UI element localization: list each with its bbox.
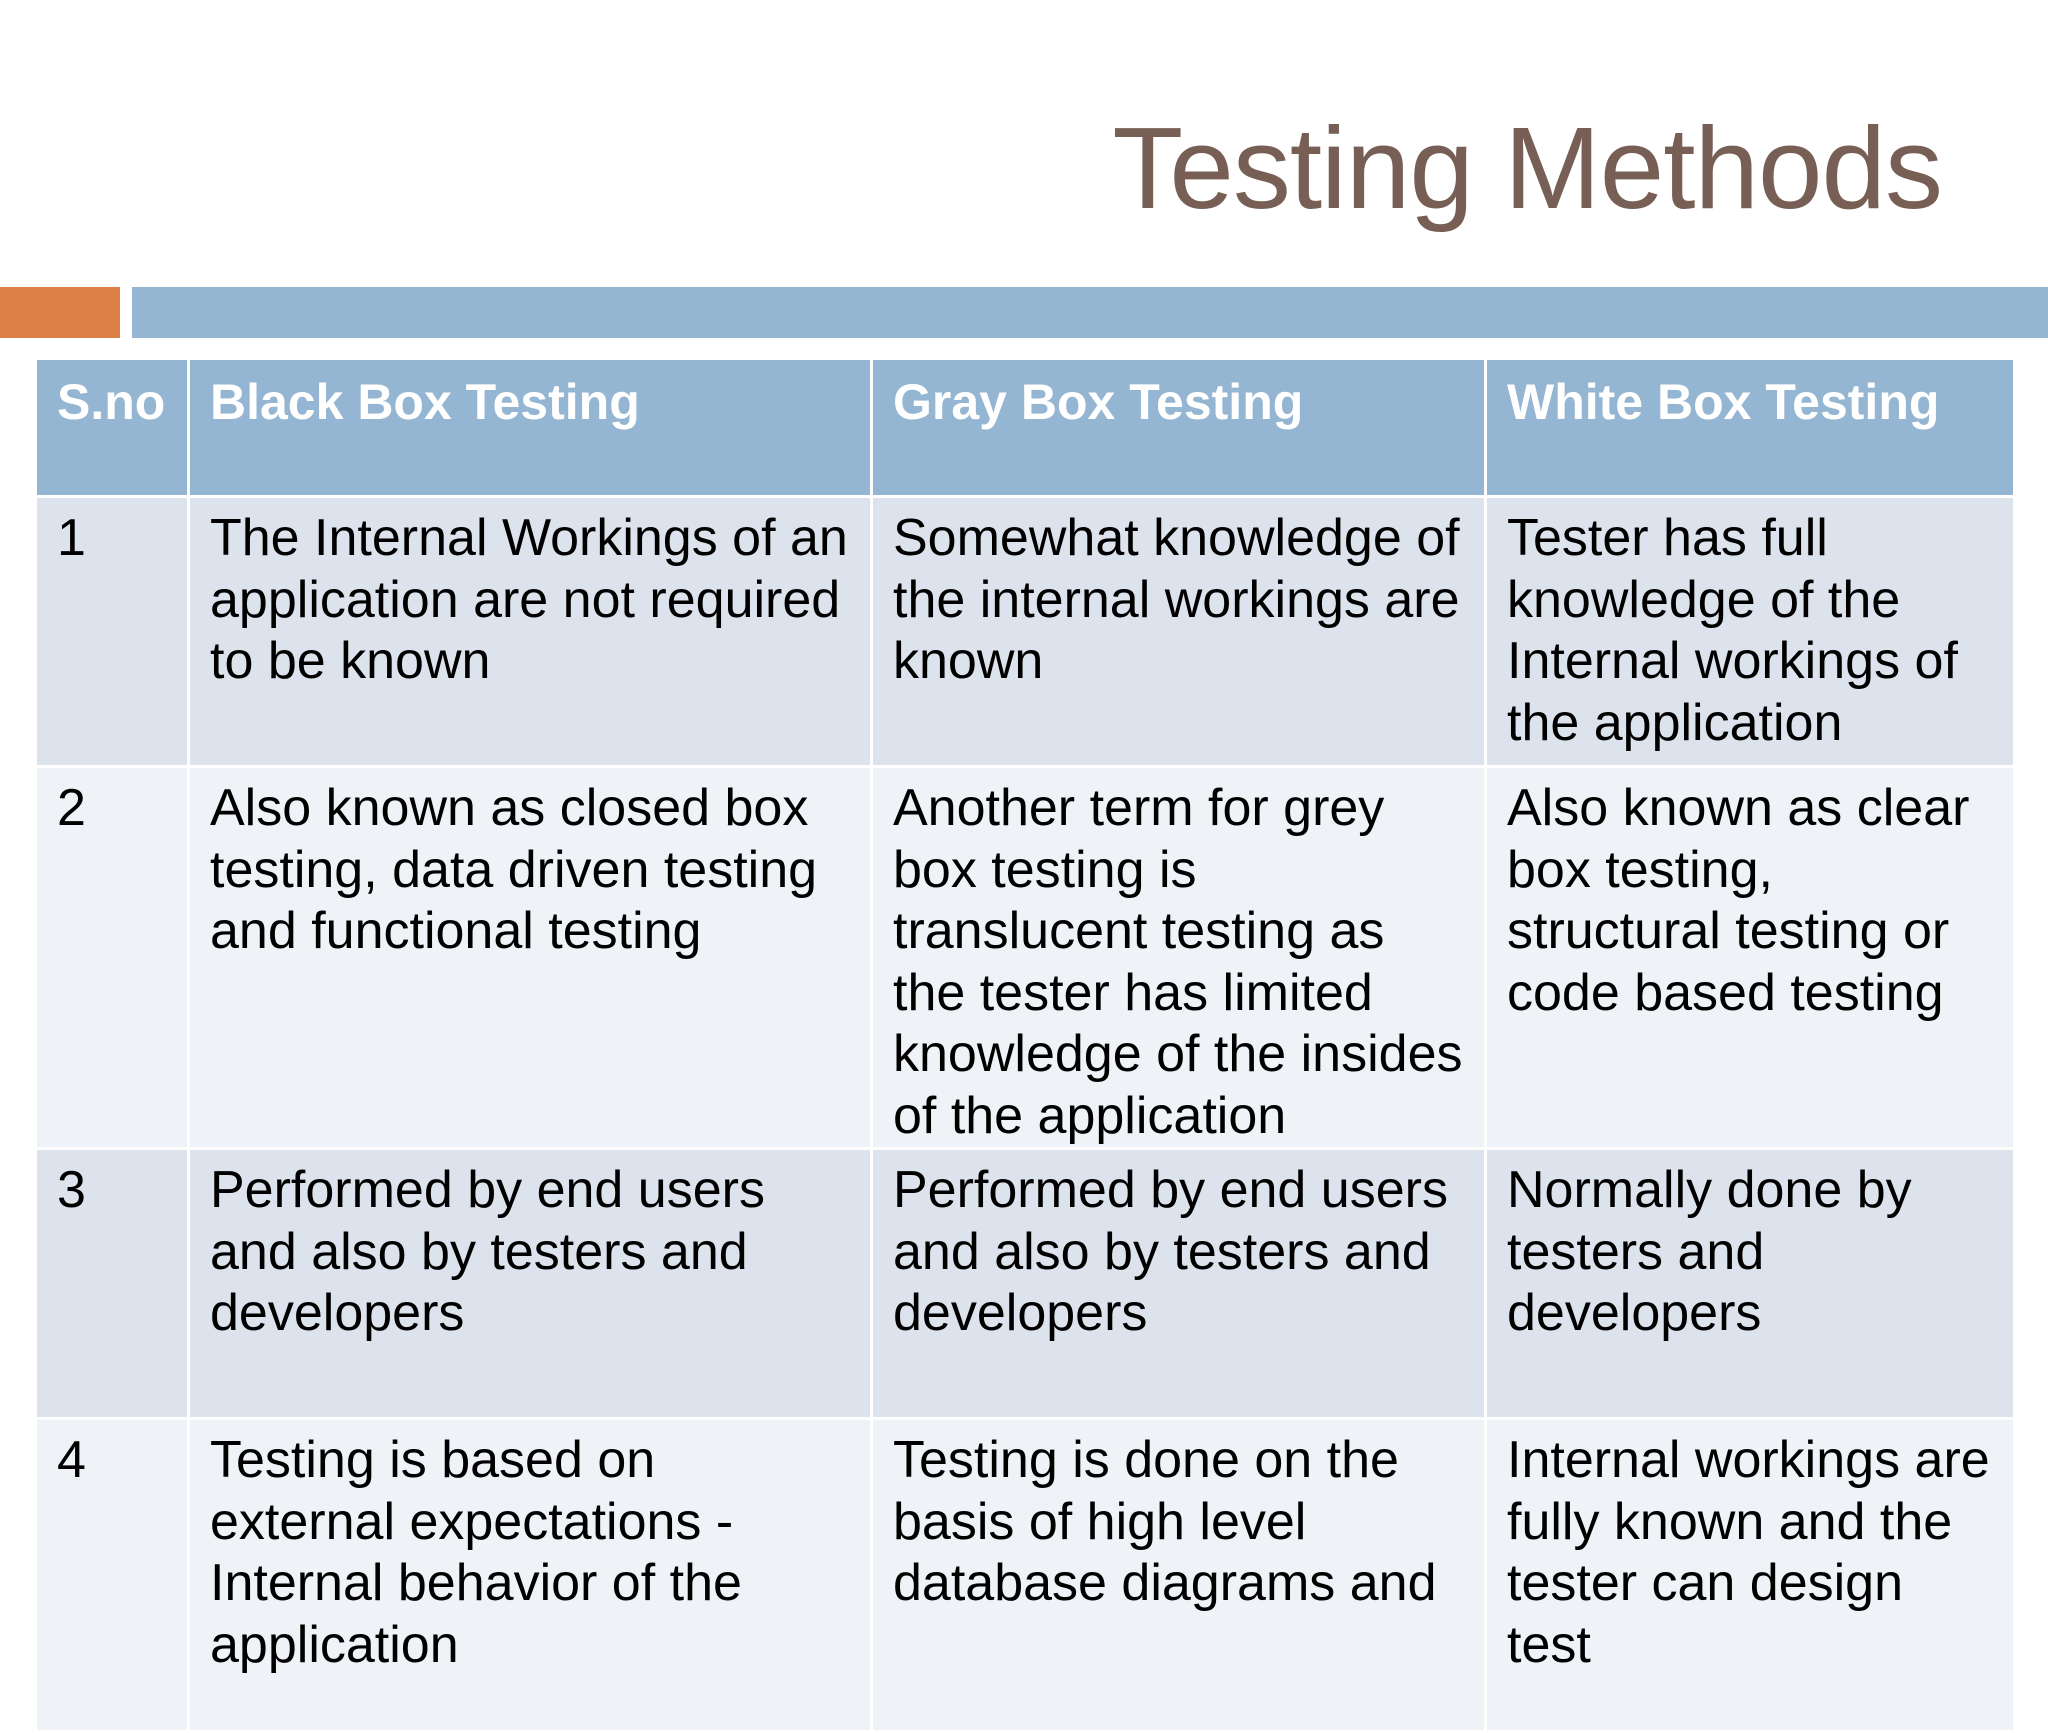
header-black-box: Black Box Testing xyxy=(189,359,872,497)
table-row xyxy=(36,1149,2015,1419)
cell-sno: 2 xyxy=(36,767,189,1149)
cell-black-box: The Internal Workings of an application are not required to be known xyxy=(189,497,872,767)
cell-white-box: Internal workings are fully known and the tester can design test xyxy=(1486,1419,2015,1732)
slide-title: Testing Methods xyxy=(1112,103,1942,233)
header-white-box: White Box Testing xyxy=(1486,359,2015,497)
cell-white-box: Normally done by testers and developers xyxy=(1486,1149,2015,1419)
cell-white-box: Tester has full knowledge of the Internal workings of the application xyxy=(1486,497,2015,767)
table-row xyxy=(36,767,2015,1149)
cell-gray-box: Another term for grey box testing is translucent testing as the tester has limited knowledge of the insides of the application xyxy=(872,767,1486,1149)
header-sno: S.no xyxy=(36,359,189,497)
cell-sno: 4 xyxy=(36,1419,189,1732)
cell-sno: 1 xyxy=(36,497,189,767)
testing-methods-table xyxy=(34,357,2016,1733)
table-row xyxy=(36,497,2015,767)
accent-bar-orange xyxy=(0,287,120,338)
cell-white-box: Also known as clear box testing, structural testing or code based testing xyxy=(1486,767,2015,1149)
cell-black-box: Also known as closed box testing, data driven testing and functional testing xyxy=(189,767,872,1149)
cell-sno: 3 xyxy=(36,1149,189,1419)
header-gray-box: Gray Box Testing xyxy=(872,359,1486,497)
cell-black-box: Testing is based on external expectations -Internal behavior of the application xyxy=(189,1419,872,1732)
cell-gray-box: Somewhat knowledge of the internal workings are known xyxy=(872,497,1486,767)
cell-black-box: Performed by end users and also by testers and developers xyxy=(189,1149,872,1419)
table-row xyxy=(36,1419,2015,1732)
cell-gray-box: Testing is done on the basis of high level database diagrams and xyxy=(872,1419,1486,1732)
cell-gray-box: Performed by end users and also by testers and developers xyxy=(872,1149,1486,1419)
accent-bar-blue xyxy=(132,287,2048,338)
table-header-row xyxy=(36,359,2015,497)
